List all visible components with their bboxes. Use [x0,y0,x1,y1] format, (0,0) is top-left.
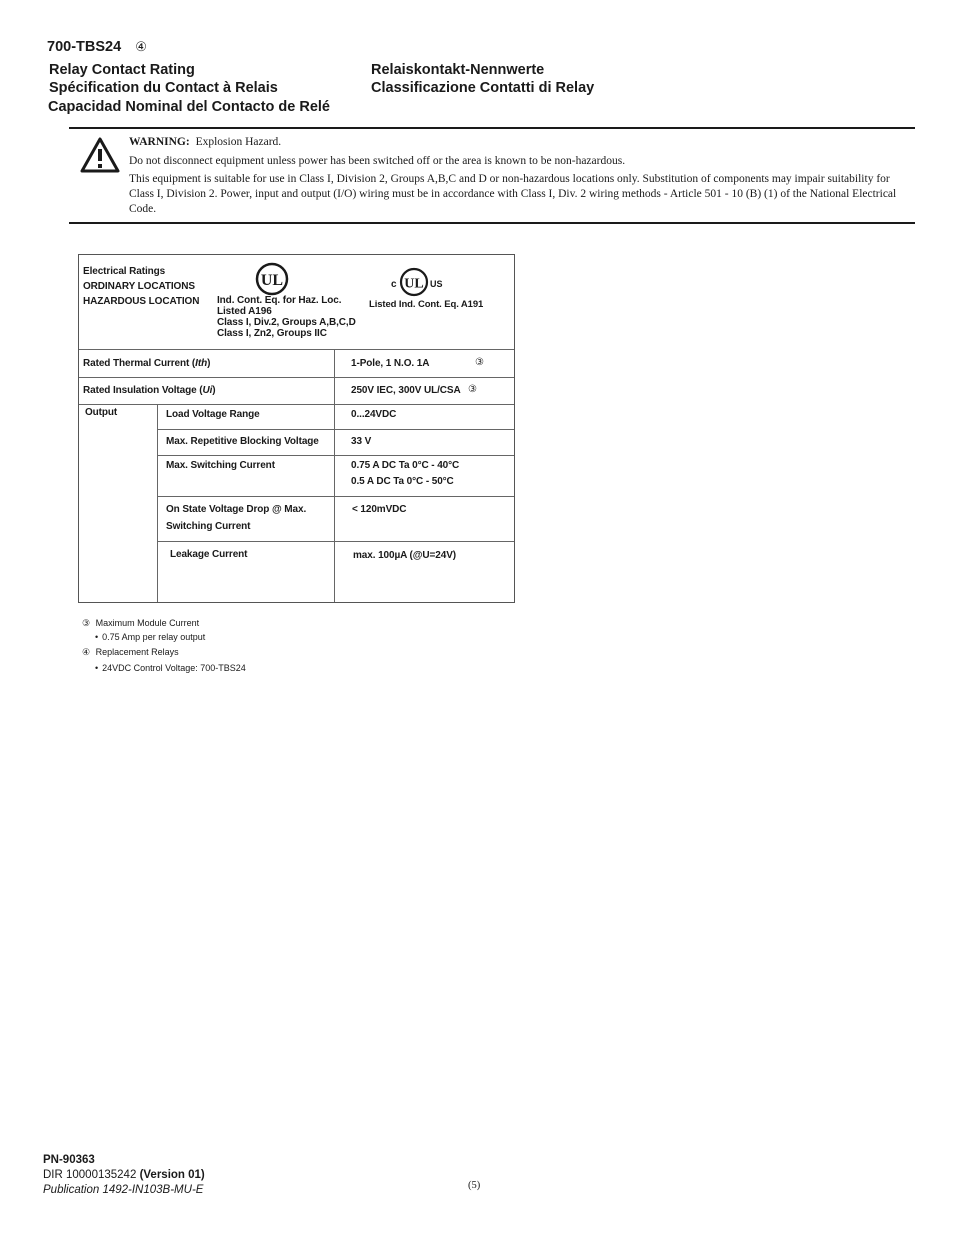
publication-number: Publication 1492-IN103B-MU-E [43,1184,204,1196]
leakage-current-label: Leakage Current [170,549,248,560]
insulation-voltage-label: Rated Insulation Voltage (Ui) [83,385,216,396]
title-en: Relay Contact Rating [49,62,195,78]
footnote-3 [82,618,199,629]
warning-triangle-icon [80,137,120,178]
title-de: Relaiskontakt-Nennwerte [371,62,545,78]
dir-number: DIR 10000135242 (Version 01) [43,1169,205,1181]
ul-listing-line-4: Class I, Zn2, Groups IIC [217,328,327,339]
footnote-3-text: Maximum Module Current [95,618,200,628]
model-number [47,39,147,55]
cul-listing-text: Listed Ind. Cont. Eq. A191 [369,299,484,310]
blocking-voltage-value: 33 V [351,436,372,447]
thermal-current-value: 1-Pole, 1 N.O. 1A [351,358,430,369]
thermal-current-note: ③ [475,357,484,368]
title-fr: Spécification du Contact à Relais [49,80,278,96]
warning-title: Explosion Hazard. [195,136,282,148]
footnote-4-mark: ④ [82,647,91,657]
ul-listing-line-2: Listed A196 [217,306,272,317]
load-voltage-range-value: 0...24VDC [351,409,397,420]
insulation-voltage-note: ③ [468,384,477,395]
footnote-4 [82,647,179,658]
voltage-drop-label-1: On State Voltage Drop @ Max. [166,504,307,515]
output-label: Output [85,407,118,418]
leakage-current-value: max. 100µA (@U=24V) [353,550,457,561]
voltage-drop-value: < 120mVDC [352,504,407,515]
ordinary-locations-label: ORDINARY LOCATIONS [83,281,195,292]
blocking-voltage-label: Max. Repetitive Blocking Voltage [166,436,319,447]
model-text: 700-TBS24 [47,39,122,55]
thermal-current-label: Rated Thermal Current (Ith) [83,358,211,369]
warning-bottom-rule [69,222,915,224]
svg-text:c: c [391,279,397,290]
ul-listing-line-3: Class I, Div.2, Groups A,B,C,D [217,317,356,328]
title-it: Classificazione Contatti di Relay [371,80,595,96]
footnote-3-mark: ③ [82,618,91,628]
part-number: PN-90363 [43,1154,95,1166]
switching-current-value-1: 0.75 A DC Ta 0°C - 40°C [351,460,460,471]
insulation-voltage-value: 250V IEC, 300V UL/CSA [351,385,461,396]
svg-text:US: US [430,279,443,289]
warning-heading [129,135,914,150]
model-footnote-mark: ④ [135,39,147,54]
voltage-drop-label-2: Switching Current [166,521,251,532]
title-es: Capacidad Nominal del Contacto de Relé [48,99,330,115]
warning-label: WARNING: [129,136,190,148]
ratings-table [78,254,515,603]
footnote-4-bullet: • 24VDC Control Voltage: 700-TBS24 [95,663,246,673]
footnote-3-bullet: • 0.75 Amp per relay output [95,632,206,642]
load-voltage-range-label: Load Voltage Range [166,409,260,420]
ul-listing-line-1: Ind. Cont. Eq. for Haz. Loc. [217,295,342,306]
svg-text:UL: UL [260,272,284,289]
warning-line-2: This equipment is suitable for use in Class I, Division 2, Groups A,B,C and D or non-hazardous locations only. Substitution of components may impair suitability for Class I, Division 2. Power, input and output (I/O) wiring must be in accordance with Class I, Div. 2 wiring methods - Article 501 - 10 (B) (1) of the National Electrical Code. [129,173,897,215]
warning-top-rule [69,127,915,129]
page-number: (5) [468,1180,481,1191]
hazardous-location-label: HAZARDOUS LOCATION [83,296,200,307]
electrical-ratings-label: Electrical Ratings [83,266,166,277]
svg-text:UL: UL [404,276,424,292]
footnote-4-text: Replacement Relays [95,647,179,657]
switching-current-value-2: 0.5 A DC Ta 0°C - 50°C [351,476,454,487]
switching-current-label: Max. Switching Current [166,460,275,471]
warning-line-1: Do not disconnect equipment unless power has been switched off or the area is known to be non-hazardous. [129,155,626,167]
